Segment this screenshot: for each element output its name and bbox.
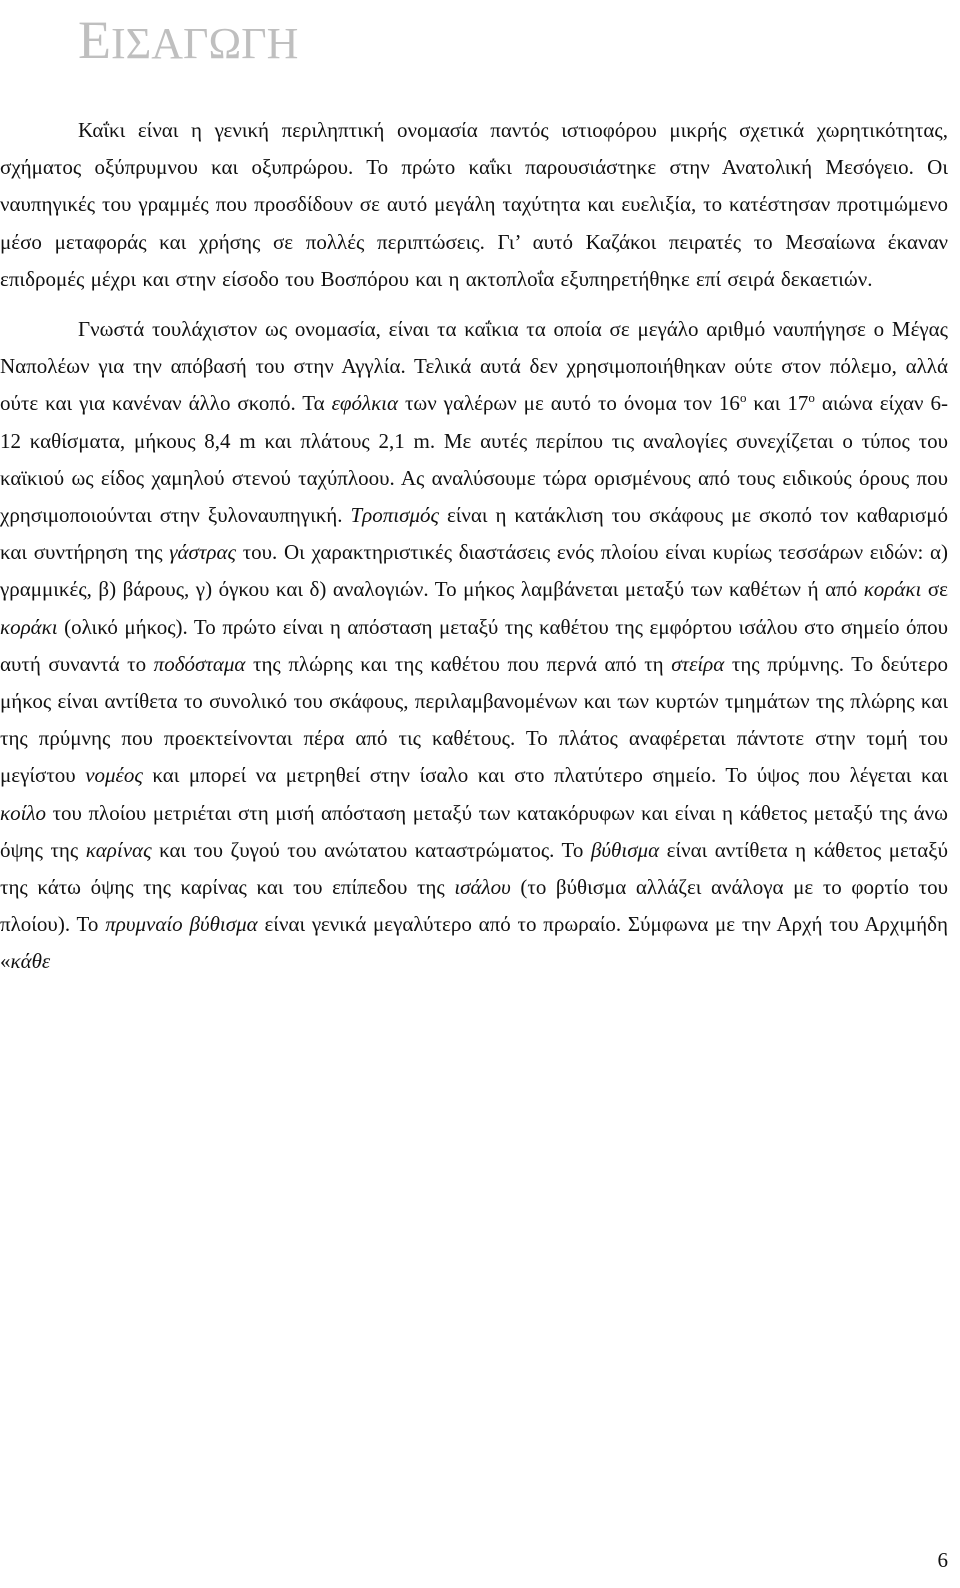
term-gastra: γάστρας <box>169 540 237 565</box>
term-steira: στείρα <box>671 651 725 676</box>
text-run: της πρύμνης. Το δεύτερο μήκος είναι αντίθετα το συνολικό του σκάφους, περιλαμβανομένων και των κυρτών τμημάτων της πλώρης και της πρύμνης που προεκτείνονται πέρα από τις καθέτους. Το πλάτος αναφέρεται πάντοτε στην τομή του μεγίστου <box>0 651 948 788</box>
text-run: αιώνα είχαν 6-12 καθίσματα, μήκους 8,4 m και πλάτους 2,1 m. Με αυτές περίπου τις αναλογίες συνεχίζεται ο τύπος του καϊκιού ως είδος χαμηλού στενού ταχύπλοου. Ας αναλύσουμε τώρα ορισμένους από τους ειδικούς όρους που χρησιμοποιούνται στην ξυλοναυπηγική. <box>0 391 948 528</box>
paragraph-intro: Καΐκι είναι η γενική περιληπτική ονομασία παντός ιστιοφόρου μικρής σχετικά χωρητικότητας, σχήματος οξύπρυμνου και οξυπρώρου. Το πρώτο καΐκι παρουσιάστηκε στην Ανατολική Μεσόγειο. Οι ναυπηγικές του γραμμές που προσδίδουν σε αυτό μεγάλη ταχύτητα και ευελιξία, το κατέστησαν προτιμώμενο μέσο μεταφοράς και χρήσης σε πολλές περιπτώσεις. Γι’ αυτό Καζάκοι πειρατές το Μεσαίωνα έκαναν επιδρομές μέχρι και στην είσοδο του Βοσπόρου και η ακτοπλοΐα εξυπηρετήθηκε επί σειρά δεκαετιών. <box>0 118 948 291</box>
page-number: 6 <box>937 1548 948 1572</box>
term-kathe: κάθε <box>10 949 51 974</box>
text-run: και του ζυγού του ανώτατου καταστρώματος. Το <box>151 837 591 862</box>
term-koilo: κοίλο <box>0 800 47 825</box>
term-tropismos: Τροπισμός <box>350 503 440 528</box>
text-run: και 17 <box>746 391 809 416</box>
text-run: (το βύθισμα αλλάζει ανάλογα με το φορτίο του πλοίου). Το <box>0 875 949 937</box>
text-run: της πλώρης και της καθέτου που περνά από τη <box>245 651 672 676</box>
page-title-rest: ΙΣΑΓΩΓΗ <box>111 19 299 68</box>
text-run: σε <box>921 577 948 602</box>
ordinal-superscript: ο <box>739 390 747 406</box>
term-efolkia: εφόλκια <box>331 391 399 416</box>
paragraph-terms <box>0 311 948 981</box>
text-run: του πλοίου μετριέται στη μισή απόσταση μεταξύ των κατακόρυφων και είναι η κάθετος μεταξύ της άνω όψης της <box>0 800 948 862</box>
text-run: είναι η κατάκλιση του σκάφους με σκοπό τον καθαρισμό και συντήρηση της <box>0 503 948 565</box>
term-karinas: καρίνας <box>85 837 152 862</box>
text-run: των γαλέρων με αυτό το όνομα τον 16 <box>398 391 740 416</box>
term-vythisma: βύθισμα <box>590 837 660 862</box>
text-run: Γνωστά τουλάχιστον ως ονομασία, είναι τα καΐκια τα οποία σε μεγάλο αριθμό ναυπήγησε ο Μέγας Ναπολέων για την απόβασή του στην Αγγλία. Τελικά αυτά δεν χρησιμοποιήθηκαν ούτε στον πόλεμο, αλλά ούτε και για κανέναν άλλο σκοπό. Τα <box>0 317 948 416</box>
text-run: (ολικό μήκος). Το πρώτο είναι η απόσταση μεταξύ της καθέτου της εμφόρτου ισάλου στο σημείο όπου αυτή συναντά το <box>0 614 948 676</box>
text-run: του. Οι χαρακτηριστικές διαστάσεις ενός πλοίου είναι κυρίως τεσσάρων ειδών: α) γραμμικές, β) βάρους, γ) όγκου και δ) αναλογιών. Το μήκος λαμβάνεται μεταξύ των καθέτων ή από <box>0 540 948 602</box>
term-koraki: κοράκι <box>0 614 58 639</box>
page-title-initial: Ε <box>78 10 111 70</box>
page-title <box>78 0 298 84</box>
text-run: είναι αντίθετα η κάθετος μεταξύ της κάτω όψης της καρίνας και του επίπεδου της <box>0 837 948 900</box>
term-koraki: κοράκι <box>863 577 922 602</box>
document-body <box>0 112 948 981</box>
term-prymnaio-vythisma: πρυμναίο βύθισμα <box>105 912 258 937</box>
text-run: και μπορεί να μετρηθεί στην ίσαλο και στο πλατύτερο σημείο. Το ύψος που λέγεται και <box>142 763 948 788</box>
term-nomeos: νομέος <box>85 763 143 788</box>
text-run: είναι γενικά μεγαλύτερο από το πρωραίο. Σύμφωνα με την Αρχή του Αρχιμήδη « <box>0 912 948 974</box>
term-podostama: ποδόσταμα <box>153 651 246 676</box>
term-isalou: ισάλου <box>454 875 511 900</box>
ordinal-superscript: ο <box>808 390 815 406</box>
